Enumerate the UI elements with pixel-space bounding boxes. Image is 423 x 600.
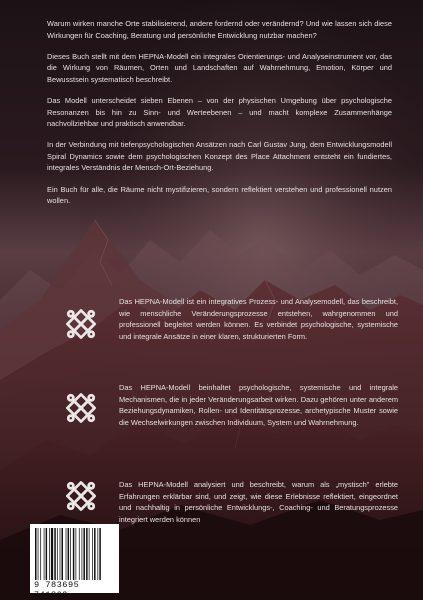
feature-text: Das HEPNA-Modell analysiert und beschreibt, warum als „mystisch" erlebte Erfahrungen erklärbar sind, und zeigt, wie diese Erlebnisse reflektiert, eingeordnet und nachhaltig in persönliche Entwicklungs-, Coaching- und Beratungsprozesse integriert werden können [119, 480, 398, 524]
isbn-barcode [30, 524, 119, 600]
intro-paragraph: Ein Buch für alle, die Räume nicht mystifizieren, sondern reflektiert verstehen und professionell nutzen wollen. [47, 184, 392, 206]
intro-text [47, 18, 392, 216]
intro-paragraph: Dieses Buch stellt mit dem HEPNA-Modell ein integrales Orientierungs- und Analyseinstrument vor, das die Wirkung von Räumen, Orten und Landschaften auf Wahrnehmung, Emotion, Körper und Bewusstsein systematisch beschreibt. [47, 51, 392, 84]
isbn-number: 9 783695 741809 [34, 580, 80, 600]
barcode-bars [35, 528, 115, 580]
intro-paragraph: In der Verbindung mit tiefenpsychologischen Ansätzen nach Carl Gustav Jung, dem Entwicklungsmodell Spiral Dynamics sowie dem psychologischen Konzept des Place Attachment entsteht ein fundiertes, integrales Verständnis der Mensch-Ort-Beziehung. [47, 140, 392, 173]
feature-text: Das HEPNA-Modell beinhaltet psychologische, systemische und integrale Mechanismen, die in jeder Veränderungsarbeit wirken. Dazu gehören unter anderem Beziehungsdynamiken, Rollen- und Identitätsprozesse, archetypische Muster sowie die Wechselwirkungen zwischen Individuum, System und Wahrnehmung. [119, 383, 398, 427]
feature-text: Das HEPNA-Modell ist ein integratives Prozess- und Analysemodell, das beschreibt, wie menschliche Veränderungsprozesse entstehen, wahrgenommen und professionell begleitet werden können. Es verbindet psychologische, systemische und integrale Ansätze in einer klaren, strukturierten Form. [119, 297, 398, 341]
intro-paragraph: Warum wirken manche Orte stabilisierend, andere fordernd oder verändernd? Und wie lassen sich diese Wirkungen für Coaching, Beratung und persönliche Entwicklung nutzbar machen? [47, 19, 392, 40]
celtic-knot-icon [64, 307, 98, 341]
intro-paragraph: Das Modell unterscheidet sieben Ebenen – von der physischen Umgebung über psychologische Resonanzen bis hin zu Sinn- und Werteebenen – und macht komplexe Zusammenhänge nachvollziehbar und praktisch anwendbar. [47, 95, 392, 129]
celtic-knot-icon [64, 479, 98, 513]
celtic-knot-icon [64, 391, 98, 425]
